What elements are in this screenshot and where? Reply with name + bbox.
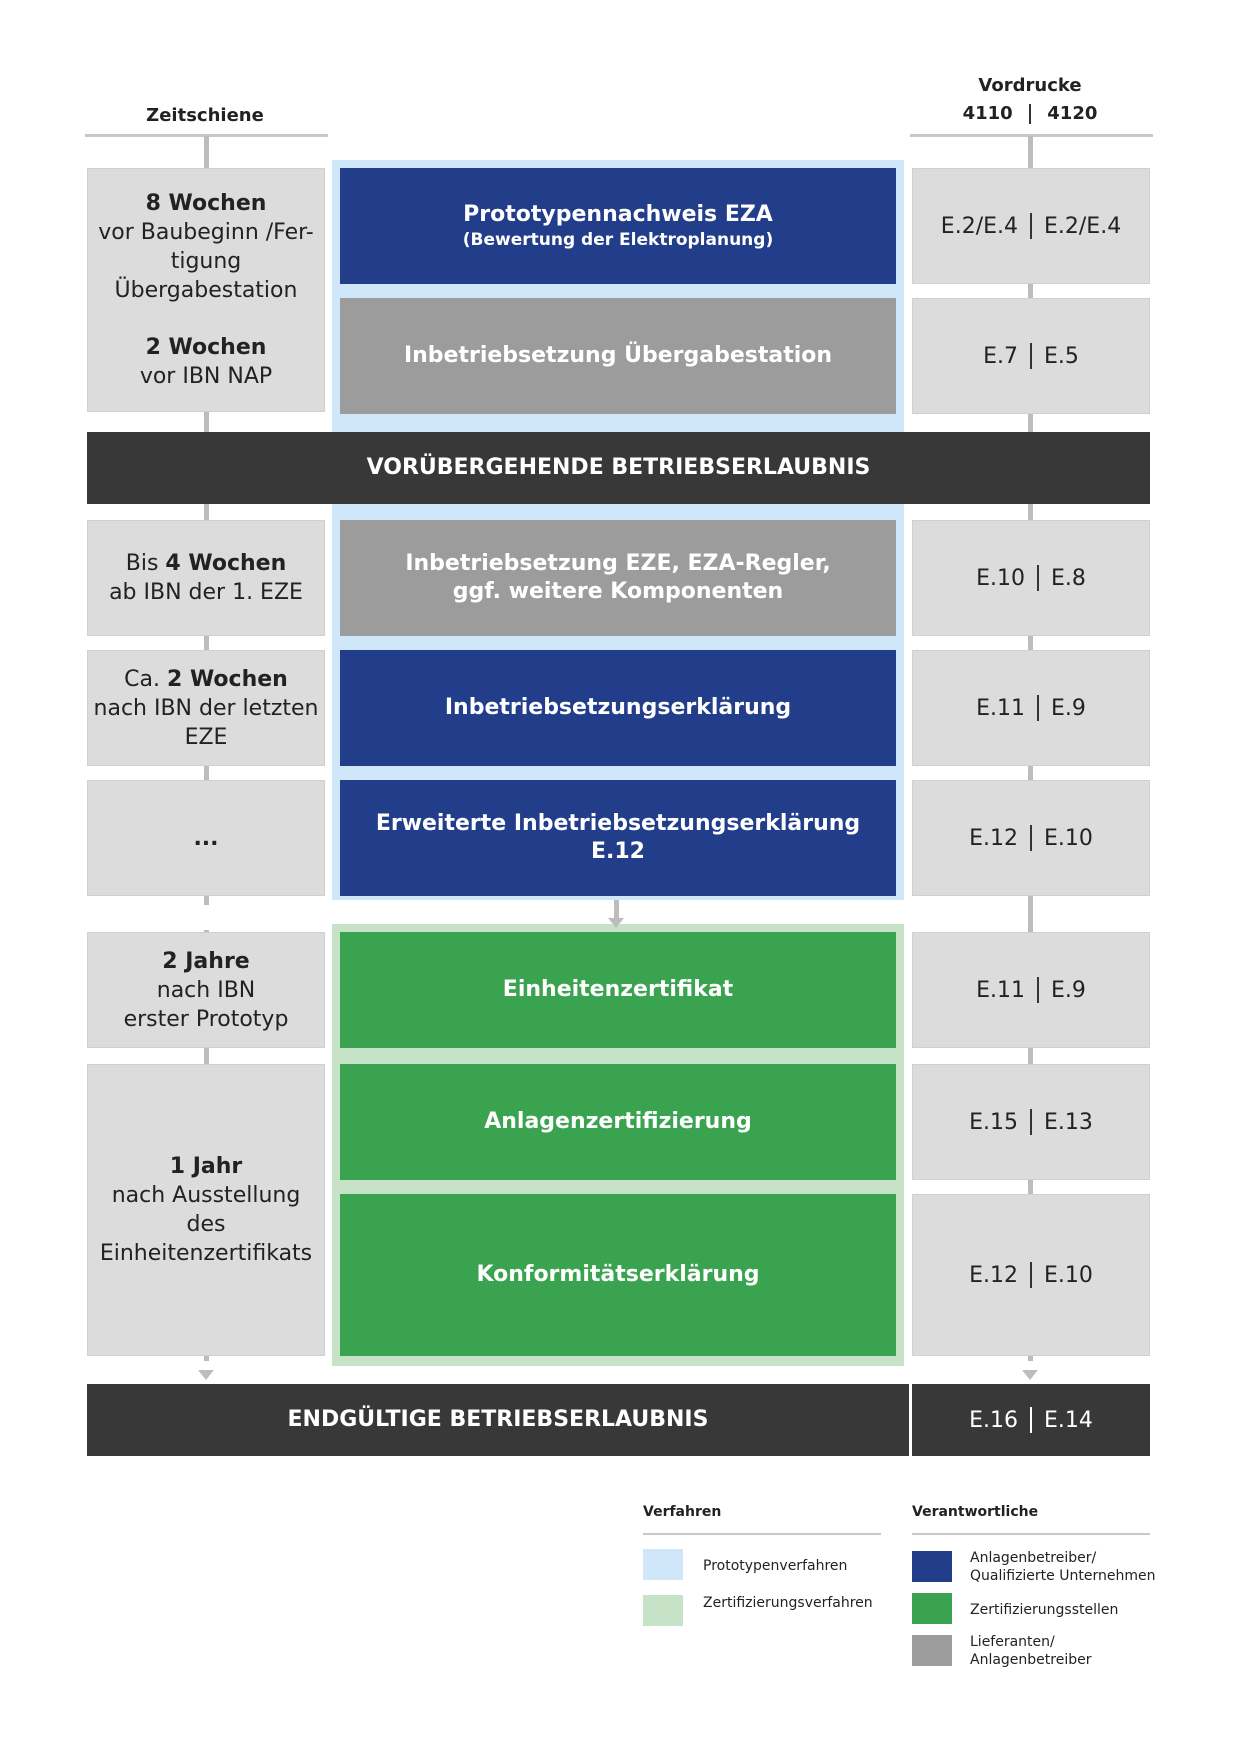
timeline-4-pre: Ca. — [124, 666, 167, 692]
form-2-b: E.5 — [1044, 343, 1079, 369]
forms-cell-1 — [912, 168, 1150, 284]
timeline-arrow-head — [198, 1370, 214, 1380]
timeline-7-text: nach Ausstellung des Einheitenzertifikats — [99, 1183, 313, 1266]
temporary-permit-banner — [87, 432, 1150, 504]
forms-cell-5 — [912, 780, 1150, 896]
timeline-cell-1 — [87, 168, 325, 412]
timeline-6-text: nach IBN erster Prototyp — [123, 977, 289, 1032]
forms-col-4110: 4110 — [962, 103, 1013, 124]
legend-label-certifiers: Zertifizierungsstellen — [970, 1602, 1119, 1618]
form-1-separator — [1030, 213, 1032, 239]
forms-cell-6 — [912, 932, 1150, 1048]
step-anlagenzertifizierung — [340, 1064, 896, 1180]
step-erweiterte-inbetriebsetzungserklaerung — [340, 780, 896, 896]
forms-col-separator — [1029, 104, 1031, 124]
forms-cell-7 — [912, 1064, 1150, 1180]
timeline-4-text: nach IBN der letzten EZE — [93, 695, 319, 750]
timeline-cell-7 — [87, 1064, 325, 1356]
step-3-title: Inbetriebsetzung EZE, EZA-Regler, ggf. weitere Komponenten — [405, 551, 831, 604]
legend-swatch-certification — [643, 1595, 683, 1626]
legend-label-operators: Anlagenbetreiber/ Qualifizierte Unternehmen — [970, 1550, 1156, 1584]
step-4-title: Inbetriebsetzungserklärung — [444, 695, 792, 720]
legend-swatch-suppliers — [912, 1635, 952, 1666]
legend-swatch-certifiers — [912, 1593, 952, 1624]
form-1-b: E.2/E.4 — [1044, 213, 1122, 239]
final-permit-banner — [87, 1384, 909, 1456]
form-1-a: E.2/E.4 — [940, 213, 1018, 239]
timeline-header: Zeitschiene — [146, 105, 264, 126]
form-3-b: E.8 — [1051, 565, 1086, 591]
step-2-title: Inbetriebsetzung Übergabestation — [403, 343, 833, 368]
form-9-b: E.14 — [1044, 1407, 1093, 1433]
legend-procedures-rule — [643, 1533, 881, 1535]
form-5-separator — [1030, 825, 1032, 851]
timeline-6-bold: 2 Jahre — [162, 948, 250, 974]
timeline-cell-3 — [87, 520, 325, 636]
forms-cell-8 — [912, 1194, 1150, 1356]
step-einheitenzertifikat — [340, 932, 896, 1048]
form-9-a: E.16 — [969, 1407, 1018, 1433]
form-4-a: E.11 — [976, 695, 1025, 721]
timeline-cell-5 — [87, 780, 325, 896]
step-inbetriebsetzungserklaerung — [340, 650, 896, 766]
forms-cell-final — [912, 1384, 1150, 1456]
step-1-subtitle: (Bewertung der Elektroplanung) — [462, 230, 774, 250]
forms-cell-2 — [912, 298, 1150, 414]
timeline-1-text: vor Baubeginn /Fer- tigung Übergabestation — [98, 220, 314, 303]
forms-col-4120: 4120 — [1047, 103, 1098, 124]
center-arrow-head — [608, 918, 624, 928]
timeline-4-bold: 2 Wochen — [166, 666, 288, 692]
step-6-title: Einheitenzertifikat — [502, 977, 734, 1002]
form-8-separator — [1030, 1262, 1032, 1288]
legend-label-suppliers: Lieferanten/ Anlagenbetreiber — [970, 1634, 1092, 1668]
step-1-title: Prototypennachweis EZA — [463, 202, 773, 227]
forms-header: Vordrucke — [978, 75, 1082, 96]
form-5-a: E.12 — [969, 825, 1018, 851]
form-7-b: E.13 — [1044, 1109, 1093, 1135]
step-inbetriebsetzung-eze — [340, 520, 896, 636]
legend-responsible-title: Verantwortliche — [912, 1504, 1039, 1520]
form-7-a: E.15 — [969, 1109, 1018, 1135]
forms-subheader — [910, 103, 1150, 124]
timeline-1-bold: 8 Wochen — [145, 191, 267, 216]
legend-label-certification: Zertifizierungsverfahren — [703, 1595, 873, 1611]
timeline-2-bold: 2 Wochen — [145, 335, 267, 360]
forms-cell-4 — [912, 650, 1150, 766]
timeline-cell-4 — [87, 650, 325, 766]
form-9-separator — [1030, 1407, 1032, 1433]
legend-swatch-operators — [912, 1551, 952, 1582]
form-4-separator — [1037, 695, 1039, 721]
form-5-b: E.10 — [1044, 825, 1093, 851]
step-prototypennachweis — [340, 168, 896, 284]
timeline-3-bold: 4 Wochen — [165, 551, 287, 576]
timeline-3-pre: Bis — [125, 551, 166, 576]
form-8-b: E.10 — [1044, 1262, 1093, 1288]
form-2-a: E.7 — [983, 343, 1018, 369]
legend-responsible-rule — [912, 1533, 1150, 1535]
temporary-permit-label: VORÜBERGEHENDE BETRIEBSERLAUBNIS — [366, 455, 871, 480]
timeline-gap-marker — [158, 905, 256, 930]
final-permit-label: ENDGÜLTIGE BETRIEBSERLAUBNIS — [287, 1407, 709, 1432]
form-7-separator — [1030, 1109, 1032, 1135]
form-8-a: E.12 — [969, 1262, 1018, 1288]
form-3-a: E.10 — [976, 565, 1025, 591]
timeline-5-bold: ... — [193, 825, 219, 851]
step-7-title: Anlagenzertifizierung — [484, 1109, 752, 1134]
forms-cell-3 — [912, 520, 1150, 636]
step-konformitaetserklaerung — [340, 1194, 896, 1356]
step-5-title: Erweiterte Inbetriebsetzungserklärung E.12 — [375, 811, 861, 864]
timeline-cell-6 — [87, 932, 325, 1048]
legend-procedures-title: Verfahren — [643, 1504, 722, 1520]
timeline-3-text: ab IBN der 1. EZE — [109, 580, 303, 605]
forms-arrow-head — [1022, 1370, 1038, 1380]
form-6-a: E.11 — [976, 977, 1025, 1003]
form-4-b: E.9 — [1051, 695, 1086, 721]
legend-swatch-prototype — [643, 1549, 683, 1580]
legend-label-prototype: Prototypenverfahren — [703, 1558, 848, 1574]
form-2-separator — [1030, 343, 1032, 369]
form-3-separator — [1037, 565, 1039, 591]
step-inbetriebsetzung-uebergabestation — [340, 298, 896, 414]
form-6-separator — [1037, 977, 1039, 1003]
step-8-title: Konformitätserklärung — [476, 1262, 760, 1287]
timeline-2-text: vor IBN NAP — [139, 364, 273, 389]
timeline-7-bold: 1 Jahr — [169, 1154, 243, 1179]
form-6-b: E.9 — [1051, 977, 1086, 1003]
